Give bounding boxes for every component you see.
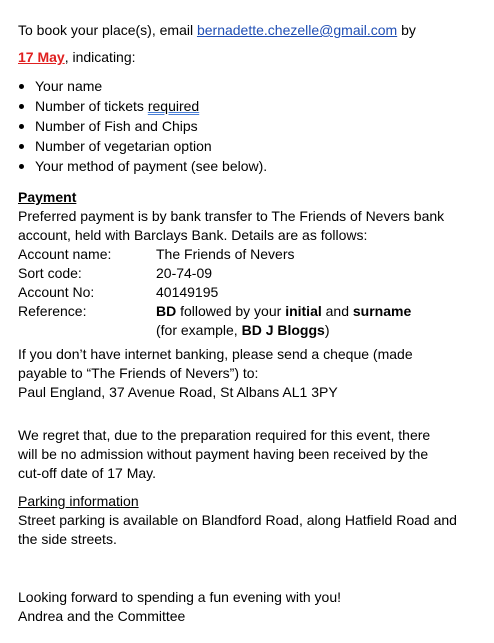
payment-line-1: Preferred payment is by bank transfer to The Friends of Nevers bank <box>18 208 445 224</box>
reference-value <box>156 302 411 321</box>
reference-example-bold: BD J Bloggs <box>241 322 325 338</box>
bullet-fish: Number of Fish and Chips <box>35 118 198 134</box>
sort-code-label: Sort code: <box>18 265 82 281</box>
deadline-suffix: , indicating: <box>64 49 136 65</box>
regret-line-2: will be no admission without payment having been received by the <box>18 446 429 462</box>
parking-heading: Parking information <box>18 493 139 509</box>
intro-prefix: To book your place(s), email <box>18 22 197 38</box>
account-name-label: Account name: <box>18 246 112 262</box>
cheque-address: Paul England, 37 Avenue Road, St Albans AL1 3PY <box>18 384 338 400</box>
reference-example-prefix: (for example, <box>156 322 242 338</box>
bullet-dot-icon <box>19 124 24 129</box>
bullet-dot-icon <box>19 144 24 149</box>
bullet-dot-icon <box>19 164 24 169</box>
reference-surname: surname <box>352 303 412 319</box>
cheque-line-2: payable to “The Friends of Nevers”) to: <box>18 365 259 381</box>
spellcheck-word: required <box>147 98 200 114</box>
bullet-tickets <box>35 97 199 116</box>
closing-signature: Andrea and the Committee <box>18 608 186 624</box>
account-name-value: The Friends of Nevers <box>156 246 295 262</box>
reference-followed: followed by your <box>176 303 286 319</box>
reference-bd: BD <box>156 303 177 319</box>
parking-line-1: Street parking is available on Blandford Road, along Hatfield Road and <box>18 512 457 528</box>
email-link[interactable]: bernadette.chezelle@gmail.com <box>196 22 398 38</box>
bullet-tickets-text: Number of tickets <box>35 98 148 114</box>
deadline-line <box>18 48 136 67</box>
reference-example-suffix: ) <box>324 322 330 338</box>
intro-line <box>18 21 416 40</box>
account-no-label: Account No: <box>18 284 95 300</box>
reference-label: Reference: <box>18 303 87 319</box>
regret-line-3: cut-off date of 17 May. <box>18 465 157 481</box>
bullet-dot-icon <box>19 84 24 89</box>
reference-initial: initial <box>285 303 322 319</box>
reference-example <box>156 321 330 340</box>
reference-and: and <box>321 303 353 319</box>
bullet-name: Your name <box>35 78 103 94</box>
regret-line-1: We regret that, due to the preparation required for this event, there <box>18 427 431 443</box>
payment-heading: Payment <box>18 189 77 205</box>
cheque-line-1: If you don’t have internet banking, please send a cheque (made <box>18 346 413 362</box>
closing-line-1: Looking forward to spending a fun evening with you! <box>18 589 341 605</box>
deadline-date: 17 May <box>18 49 65 65</box>
parking-line-2: the side streets. <box>18 531 117 547</box>
bullet-payment-method: Your method of payment (see below). <box>35 158 268 174</box>
intro-suffix: by <box>397 22 416 38</box>
bullet-veg: Number of vegetarian option <box>35 138 212 154</box>
bullet-dot-icon <box>19 104 24 109</box>
sort-code-value: 20-74-09 <box>156 265 213 281</box>
payment-line-2: account, held with Barclays Bank. Details are as follows: <box>18 227 368 243</box>
account-no-value: 40149195 <box>156 284 219 300</box>
